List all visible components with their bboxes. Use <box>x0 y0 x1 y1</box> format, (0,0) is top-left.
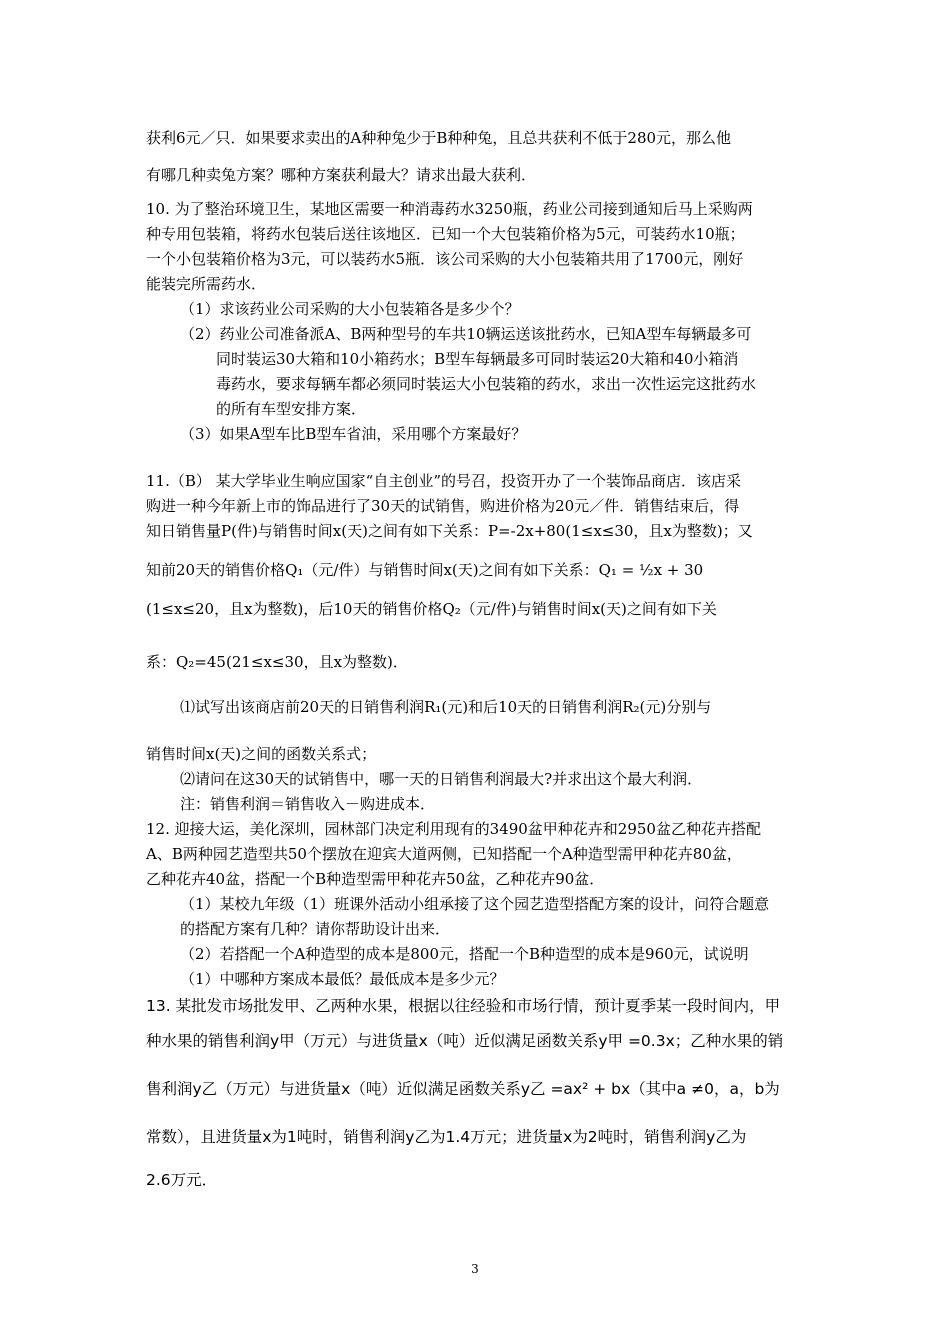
sub-question: （2）若搭配一个A种造型的成本是800元，搭配一个B种造型的成本是960元，试说明 <box>180 945 749 963</box>
text-line: (1≤x≤20，且x为整数)，后10天的销售价格Q₂（元/件)与销售时间x(天)之间有如下关 <box>146 600 717 618</box>
text-line: 毒药水，要求每辆车都必须同时装运大小包装箱的药水，求出一次性运完这批药水 <box>216 375 757 393</box>
text-line: 的所有车型安排方案． <box>216 400 367 418</box>
text-line: 一个小包装箱价格为3元，可以装药水5瓶．该公司采购的大小包装箱共用了1700元，刚好 <box>146 250 744 268</box>
sub-question: （1）求该药业公司采购的大小包装箱各是多少个？ <box>180 300 520 318</box>
sub-question: （3）如果A型车比B型车省油，采用哪个方案最好？ <box>180 425 527 443</box>
question-12-stem: 12. 迎接大运，美化深圳，园林部门决定利用现有的3490盆甲种花卉和2950盆乙种花卉搭配 <box>146 820 761 838</box>
text-line: 的搭配方案有几种？请你帮助设计出来． <box>180 920 451 938</box>
text-line: 种专用包装箱，将药水包装后送往该地区．已知一个大包装箱价格为5元，可装药水10瓶； <box>146 225 745 243</box>
question-11-stem: 11.（B） 某大学毕业生响应国家“自主创业”的号召，投资开办了一个装饰品商店．该店采 <box>146 472 741 490</box>
question-13-stem: 13. 某批发市场批发甲、乙两种水果，根据以往经验和市场行情，预计夏季某一段时间内，甲 <box>146 997 781 1015</box>
sub-question: ⑴试写出该商店前20天的日销售利润R₁(元)和后10天的日销售利润R₂(元)分别与 <box>180 698 712 716</box>
sub-question: （1）某校九年级（1）班课外活动小组承接了这个园艺造型搭配方案的设计，问符合题意 <box>180 895 770 913</box>
text-line: 系：Q₂=45(21≤x≤30，且x为整数)． <box>146 653 408 671</box>
text-line: 知日销售量P(件)与销售时间x(天)之间有如下关系：P=-2x+80(1≤x≤30，且x为整数)；又 <box>146 522 753 540</box>
text-line: 销售时间x(天)之间的函数关系式； <box>146 745 377 763</box>
text-line: 乙种花卉40盆，搭配一个B种造型需甲种花卉50盆，乙种花卉90盆． <box>146 870 605 888</box>
text-line: 获利6元／只．如果要求卖出的A种种兔少于B种种兔，且总共获利不低于280元，那么他 <box>146 129 732 147</box>
sub-question: ⑵请问在这30天的试销售中，哪一天的日销售利润最大?并求出这个最大利润． <box>180 770 703 788</box>
page-number: 3 <box>471 1262 479 1276</box>
text-line: 同时装运30大箱和10小箱药水；B型车每辆最多可同时装运20大箱和40小箱消 <box>216 350 739 368</box>
text-line: 种水果的销售利润y甲（万元）与进货量x（吨）近似满足函数关系y甲 =0.3x；乙种水果的销 <box>146 1032 784 1050</box>
question-10-stem: 10. 为了整治环境卫生，某地区需要一种消毒药水3250瓶，药业公司接到通知后马上采购两 <box>146 200 753 218</box>
text-line: 2.6万元． <box>146 1171 218 1189</box>
text-line: 常数），且进货量x为1吨时，销售利润y乙为1.4万元；进货量x为2吨时，销售利润y乙为 <box>146 1128 747 1146</box>
text-line: 售利润y乙（万元）与进货量x（吨）近似满足函数关系y乙 =ax² + bx（其中a ≠0，a，b为 <box>146 1080 780 1098</box>
text-line: 能装完所需药水． <box>146 275 267 293</box>
sub-question: （2）药业公司准备派A、B两种型号的车共10辆运送该批药水，已知A型车每辆最多可 <box>180 325 752 343</box>
text-line: （1）中哪种方案成本最低？最低成本是多少元？ <box>180 970 505 988</box>
note: 注：销售利润＝销售收入－购进成本． <box>180 795 436 813</box>
text-line: 购进一种今年新上市的饰品进行了30天的试销售，购进价格为20元／件．销售结束后，得 <box>146 497 740 515</box>
text-line: 知前20天的销售价格Q₁（元/件）与销售时间x(天)之间有如下关系：Q₁ = ½x + 30 <box>146 561 704 579</box>
text-line: 有哪几种卖兔方案？哪种方案获利最大？请求出最大获利． <box>146 166 537 184</box>
text-line: A、B两种园艺造型共50个摆放在迎宾大道两侧，已知搭配一个A种造型需甲种花卉80盆， <box>146 845 742 863</box>
